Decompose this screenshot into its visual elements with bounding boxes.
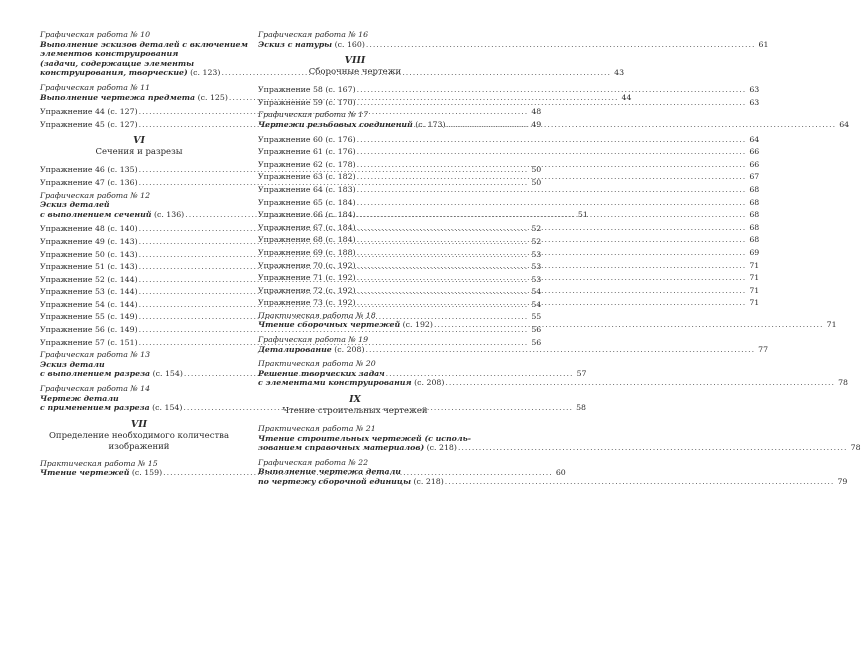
dot-leader bbox=[434, 320, 824, 330]
dot-leader bbox=[366, 40, 756, 50]
entry-title bbox=[258, 298, 356, 308]
entry-title-text: Упражнение 44 bbox=[40, 107, 105, 117]
entry-title-text: Упражнение 67 bbox=[258, 222, 323, 232]
page-number: 78 bbox=[850, 443, 861, 453]
entry-title-text: Деталирование bbox=[258, 344, 332, 354]
page-ref: (с. 144) bbox=[107, 287, 138, 297]
page-ref: (с. 192) bbox=[402, 320, 433, 330]
dot-leader bbox=[366, 345, 756, 355]
page-number: 69 bbox=[749, 247, 760, 257]
work-title-line: Чертеж детали bbox=[40, 393, 119, 403]
entry-title-text: по чертежу сборочной единицы bbox=[258, 477, 412, 486]
entry-title-text: с выполнением разреза bbox=[40, 369, 151, 379]
dot-leader bbox=[445, 378, 835, 388]
entry-title bbox=[40, 93, 228, 103]
dot-leader bbox=[357, 98, 747, 108]
work-entry bbox=[258, 424, 861, 453]
toc-line bbox=[258, 197, 760, 208]
page-ref: (с. 208) bbox=[414, 378, 445, 388]
entry-title bbox=[40, 312, 138, 322]
page-number: 71 bbox=[826, 320, 837, 330]
work-header: Графическая работа № 19 bbox=[258, 335, 369, 345]
page-number: 78 bbox=[838, 378, 849, 388]
page-number: 57 bbox=[576, 369, 587, 379]
entry-title-text: Упражнение 47 bbox=[40, 177, 105, 187]
page-ref: (с. 136) bbox=[107, 177, 138, 187]
dot-leader bbox=[357, 261, 747, 271]
work-entry bbox=[258, 30, 769, 49]
entry-title-text: Упражнение 72 bbox=[258, 285, 323, 295]
page-number: 52 bbox=[531, 236, 542, 246]
entry-title-text: Упражнение 46 bbox=[40, 165, 105, 175]
entry-title-text: Упражнение 45 bbox=[40, 119, 105, 129]
toc-line bbox=[258, 184, 760, 195]
page-ref: (с. 208) bbox=[334, 344, 365, 354]
entry-title-text: Упражнение 56 bbox=[40, 325, 105, 335]
entry-title bbox=[40, 262, 138, 272]
section-number: VI bbox=[133, 135, 145, 147]
entry-title-text: Выполнение чертежа предмета bbox=[40, 92, 196, 102]
section-title: Чтение строительных чертежей bbox=[282, 406, 428, 417]
entry-title bbox=[40, 165, 138, 175]
entry-title bbox=[258, 40, 365, 50]
exercise-entry bbox=[258, 147, 760, 157]
dot-leader bbox=[357, 248, 747, 258]
page-ref: (с. 184) bbox=[325, 235, 356, 245]
entry-title-text: Упражнение 54 bbox=[40, 299, 105, 309]
page-ref: (с. 182) bbox=[325, 172, 356, 182]
page-ref: (с. 192) bbox=[325, 298, 356, 308]
page-ref: (с. 154) bbox=[152, 403, 183, 413]
work-header: Графическая работа № 12 bbox=[40, 190, 151, 200]
dot-leader bbox=[357, 147, 747, 157]
page-ref: (с. 151) bbox=[107, 337, 138, 347]
entry-title bbox=[40, 210, 184, 220]
entry-title bbox=[40, 68, 220, 78]
entry-title-text: Упражнение 63 bbox=[258, 172, 323, 182]
entry-title-text: Упражнение 57 bbox=[40, 337, 105, 347]
entry-title-text: Упражнение 49 bbox=[40, 236, 105, 246]
exercise-entry bbox=[40, 165, 542, 175]
entry-title bbox=[258, 147, 356, 157]
page-number: 71 bbox=[749, 285, 760, 295]
dot-leader bbox=[357, 135, 747, 145]
dot-leader bbox=[357, 286, 747, 296]
entry-title-text: Упражнение 68 bbox=[258, 235, 323, 245]
page-ref: (с. 143) bbox=[107, 249, 138, 259]
entry-title bbox=[40, 237, 138, 247]
section-number: VII bbox=[130, 418, 148, 430]
entry-title bbox=[258, 210, 356, 220]
entry-title-text: Упражнение 52 bbox=[40, 274, 105, 284]
entry-title bbox=[40, 275, 138, 285]
entry-title bbox=[258, 261, 356, 271]
work-header: Практическая работа № 18 bbox=[258, 310, 376, 320]
work-header: Графическая работа № 10 bbox=[40, 30, 151, 39]
page-number: 54 bbox=[531, 299, 542, 309]
toc-line bbox=[258, 134, 760, 145]
dot-leader bbox=[447, 120, 837, 130]
page-ref: (с. 127) bbox=[107, 107, 138, 117]
page-number: 61 bbox=[758, 39, 769, 49]
page-ref: (с. 167) bbox=[325, 85, 356, 95]
entry-title-text: Упражнение 64 bbox=[258, 184, 323, 194]
dot-leader bbox=[357, 172, 747, 182]
toc-line bbox=[258, 85, 760, 95]
entry-title-text: Упражнение 62 bbox=[258, 159, 323, 169]
work-header: Графическая работа № 16 bbox=[258, 30, 369, 39]
entry-title bbox=[258, 120, 446, 130]
page-number: 64 bbox=[749, 134, 760, 144]
toc-line bbox=[258, 39, 769, 50]
page-number: 54 bbox=[531, 287, 542, 297]
work-title-line: Эскиз детали bbox=[40, 359, 105, 369]
entry-title-text: Упражнение 51 bbox=[40, 262, 105, 272]
page-ref: (с. 143) bbox=[107, 262, 138, 272]
work-title-line: Эскиз деталей bbox=[40, 200, 110, 210]
entry-title-text: Упражнение 48 bbox=[40, 224, 105, 234]
entry-title-text: конструирования, творческие) bbox=[40, 68, 188, 78]
page-number: 63 bbox=[749, 97, 760, 107]
entry-title-text: Упражнение 60 bbox=[258, 134, 323, 144]
page-number: 53 bbox=[531, 262, 542, 272]
page-ref: (с. 173) bbox=[415, 119, 446, 129]
entry-title bbox=[258, 273, 356, 283]
page-number: 71 bbox=[749, 260, 760, 270]
entry-title-text: с элементами конструирования bbox=[258, 378, 412, 388]
entry-title bbox=[258, 345, 365, 355]
entry-title bbox=[258, 172, 356, 182]
page-number: 52 bbox=[531, 224, 542, 234]
work-header: Графическая работа № 22 bbox=[258, 457, 369, 467]
entry-title bbox=[258, 320, 433, 330]
entry-title bbox=[258, 443, 457, 453]
page-ref: (с. 184) bbox=[325, 210, 356, 220]
page-ref: (с. 143) bbox=[107, 236, 138, 246]
dot-leader bbox=[357, 198, 747, 208]
work-header: Графическая работа № 14 bbox=[40, 384, 151, 394]
page-ref: (с. 170) bbox=[325, 97, 356, 107]
entry-title bbox=[258, 160, 356, 170]
toc-line bbox=[258, 443, 861, 453]
work-title-line: Выполнение эскизов деталей с включением bbox=[40, 39, 248, 49]
page-number: 48 bbox=[531, 107, 542, 117]
page-ref: (с. 176) bbox=[325, 147, 356, 157]
page-number: 55 bbox=[531, 312, 542, 322]
toc-line bbox=[40, 165, 542, 175]
entry-title bbox=[258, 223, 356, 233]
entry-title bbox=[258, 135, 356, 145]
page-ref: (с. 125) bbox=[197, 92, 228, 102]
entry-title-text: с применением разреза bbox=[40, 403, 150, 413]
exercise-entry bbox=[258, 85, 760, 95]
page-number: 71 bbox=[749, 273, 760, 283]
dot-leader bbox=[357, 223, 747, 233]
page-ref: (с. 149) bbox=[107, 325, 138, 335]
entry-title bbox=[40, 178, 138, 188]
entry-title bbox=[40, 300, 138, 310]
page-ref: (с. 149) bbox=[107, 312, 138, 322]
page-ref: (с. 183) bbox=[325, 184, 356, 194]
section-number: VIII bbox=[344, 55, 366, 67]
toc-line bbox=[258, 378, 849, 388]
page-ref: (с. 159) bbox=[131, 468, 163, 478]
entry-title-text: Упражнение 65 bbox=[258, 197, 323, 207]
entry-title-text: Чтение сборочных чертежей bbox=[258, 320, 401, 330]
entry-title bbox=[40, 468, 162, 478]
entry-title bbox=[258, 198, 356, 208]
entry-title bbox=[40, 369, 183, 379]
dot-leader bbox=[357, 160, 747, 170]
entry-title bbox=[40, 107, 138, 117]
section-title-line: изображений bbox=[108, 441, 170, 452]
page-ref: (с. 160) bbox=[334, 39, 365, 49]
page-ref: (с. 123) bbox=[190, 68, 221, 78]
entry-title bbox=[258, 248, 356, 258]
work-header: Практическая работа № 21 bbox=[258, 424, 376, 434]
page-number: 50 bbox=[531, 177, 542, 187]
entry-title bbox=[40, 120, 138, 130]
entry-title bbox=[258, 477, 444, 487]
page-number: 51 bbox=[577, 209, 588, 219]
entry-title-text: Упражнение 55 bbox=[40, 312, 105, 322]
page-number: 58 bbox=[576, 403, 587, 413]
entry-title-text: Упражнение 66 bbox=[258, 210, 323, 220]
work-title-line: Решение творческих задач bbox=[258, 368, 385, 378]
toc-line bbox=[258, 344, 769, 355]
page-ref: (с. 136) bbox=[153, 209, 185, 219]
dot-leader bbox=[357, 273, 747, 283]
work-title-line: (задачи, содержащие элементы bbox=[40, 58, 194, 68]
entry-title-text: Упражнение 50 bbox=[40, 249, 105, 259]
entry-title bbox=[40, 250, 138, 260]
entry-title bbox=[258, 235, 356, 245]
entry-title-text: Упражнение 53 bbox=[40, 287, 105, 297]
entry-title-text: Упражнение 73 bbox=[258, 298, 323, 308]
entry-title bbox=[40, 325, 138, 335]
page-ref: (с. 192) bbox=[325, 285, 356, 295]
page-number: 68 bbox=[749, 235, 760, 245]
toc-line bbox=[258, 147, 760, 157]
toc-line bbox=[258, 477, 848, 487]
page-number: 60 bbox=[555, 468, 566, 478]
entry-title-text: Чертежи резьбовых соединений bbox=[258, 119, 413, 129]
dot-leader bbox=[357, 85, 747, 95]
page-number: 49 bbox=[531, 119, 542, 129]
entry-title-text: с выполнением сечений bbox=[40, 209, 152, 219]
page-number: 53 bbox=[531, 249, 542, 259]
work-title-line: элементов конструирования bbox=[40, 49, 179, 59]
section-title bbox=[40, 431, 238, 453]
entry-title bbox=[40, 403, 182, 413]
page-ref: (с. 127) bbox=[107, 119, 138, 129]
page-ref: (с. 176) bbox=[325, 134, 356, 144]
dot-leader bbox=[357, 235, 747, 245]
entry-title bbox=[40, 338, 138, 348]
page-ref: (с. 192) bbox=[325, 273, 356, 283]
work-header: Практическая работа № 20 bbox=[258, 359, 376, 369]
entry-title bbox=[258, 98, 356, 108]
entry-title bbox=[40, 287, 138, 297]
page-number: 66 bbox=[749, 147, 760, 157]
section-number: IX bbox=[349, 394, 361, 406]
page-number: 50 bbox=[531, 165, 542, 175]
work-title-line: Выполнение чертежа детали bbox=[258, 467, 401, 477]
page-number: 68 bbox=[749, 222, 760, 232]
page-number: 68 bbox=[749, 197, 760, 207]
section-title: Сборочные чертежи bbox=[308, 67, 402, 78]
page-number: 64 bbox=[839, 119, 850, 129]
entry-title-text: Чтение чертежей bbox=[40, 468, 130, 478]
exercise-entry bbox=[258, 184, 760, 195]
entry-title-text: Упражнение 71 bbox=[258, 273, 323, 283]
entry-title bbox=[258, 378, 444, 388]
entry-title-text: Упражнение 69 bbox=[258, 247, 323, 257]
entry-title-text: Упражнение 59 bbox=[258, 97, 323, 107]
page-number: 71 bbox=[749, 298, 760, 308]
page-ref: (с. 154) bbox=[152, 369, 183, 379]
section-title: Сечения и разрезы bbox=[95, 147, 183, 158]
page-ref: (с. 184) bbox=[325, 197, 356, 207]
work-header: Практическая работа № 15 bbox=[40, 458, 158, 468]
page-ref: (с. 144) bbox=[107, 299, 138, 309]
entry-title bbox=[258, 286, 356, 296]
page-ref: (с. 144) bbox=[107, 274, 138, 284]
entry-title bbox=[40, 224, 138, 234]
work-header: Графическая работа № 17 bbox=[258, 110, 369, 120]
dot-leader bbox=[357, 185, 747, 195]
work-title-line: Чтение строительных чертежей (с исполь- bbox=[258, 433, 471, 443]
entry-title-text: Упражнение 70 bbox=[258, 260, 323, 270]
page-number: 56 bbox=[531, 325, 542, 335]
page-ref: (с. 192) bbox=[325, 260, 356, 270]
dot-leader bbox=[357, 210, 747, 220]
page-number: 68 bbox=[749, 210, 760, 220]
entry-title-text: Упражнение 61 bbox=[258, 147, 323, 157]
section-title-line: Определение необходимого количества bbox=[48, 430, 230, 441]
page-ref: (с. 218) bbox=[426, 443, 457, 453]
entry-title bbox=[258, 85, 356, 95]
dot-leader bbox=[357, 298, 747, 308]
page-number: 66 bbox=[749, 159, 760, 169]
exercise-entry bbox=[258, 134, 760, 145]
entry-title-text: Упражнение 58 bbox=[258, 85, 323, 95]
entry-title-text: Эскиз с натуры bbox=[258, 39, 333, 49]
dot-leader bbox=[458, 443, 848, 453]
page-number: 43 bbox=[614, 68, 625, 78]
page-number: 68 bbox=[749, 184, 760, 194]
page-ref: (с. 178) bbox=[325, 159, 356, 169]
entry-title-text: зованием справочных материалов) bbox=[258, 443, 425, 453]
page-ref: (с. 218) bbox=[413, 477, 444, 486]
entry-title bbox=[258, 185, 356, 195]
page-number: 53 bbox=[531, 274, 542, 284]
page-ref: (с. 135) bbox=[107, 165, 138, 175]
page-number: 63 bbox=[749, 85, 760, 95]
page-number: 77 bbox=[758, 344, 769, 354]
page-number: 79 bbox=[837, 477, 848, 486]
page-ref: (с. 188) bbox=[325, 247, 356, 257]
exercise-entry bbox=[258, 197, 760, 208]
right-top-entries bbox=[258, 30, 769, 49]
page-ref: (с. 184) bbox=[325, 222, 356, 232]
page-number: 67 bbox=[749, 172, 760, 182]
work-header: Графическая работа № 13 bbox=[40, 350, 151, 360]
work-header: Графическая работа № 11 bbox=[40, 82, 151, 92]
page-number: 44 bbox=[621, 92, 632, 102]
dot-leader bbox=[445, 477, 835, 487]
page-ref: (с. 140) bbox=[107, 224, 138, 234]
page-number: 56 bbox=[531, 337, 542, 347]
